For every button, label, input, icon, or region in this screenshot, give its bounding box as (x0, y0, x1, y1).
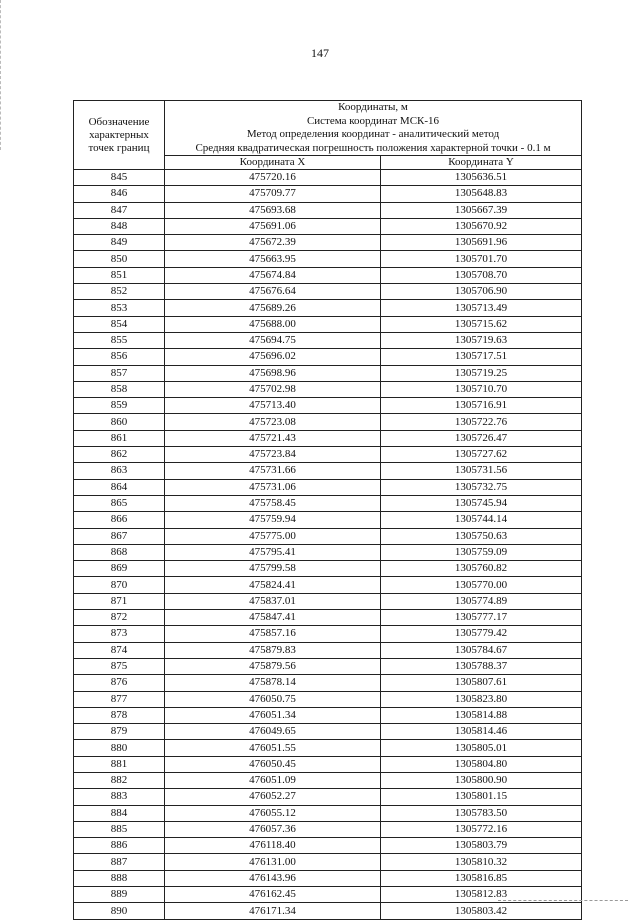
point-id-cell: 861 (74, 430, 165, 446)
point-id-cell: 876 (74, 675, 165, 691)
coordinate-x-cell: 475824.41 (165, 577, 381, 593)
coordinate-x-cell: 475672.39 (165, 235, 381, 251)
coordinate-y-cell: 1305708.70 (381, 267, 582, 283)
coordinate-y-cell: 1305667.39 (381, 202, 582, 218)
scan-edge-mark (0, 0, 3, 150)
table-row (74, 316, 582, 332)
coordinate-y-cell: 1305636.51 (381, 170, 582, 186)
coordinate-y-cell: 1305804.80 (381, 756, 582, 772)
table-row (74, 789, 582, 805)
table-row (74, 186, 582, 202)
coordinate-x-cell: 476049.65 (165, 724, 381, 740)
table-row (74, 235, 582, 251)
point-id-cell: 883 (74, 789, 165, 805)
coordinate-x-cell: 476051.09 (165, 772, 381, 788)
coordinate-x-cell: 475663.95 (165, 251, 381, 267)
coordinate-y-cell: 1305784.67 (381, 642, 582, 658)
coordinate-y-cell: 1305783.50 (381, 805, 582, 821)
point-id-cell: 868 (74, 544, 165, 560)
point-id-cell: 849 (74, 235, 165, 251)
coordinate-x-cell: 476052.27 (165, 789, 381, 805)
table-row (74, 675, 582, 691)
coordinate-x-cell: 475837.01 (165, 593, 381, 609)
point-id-cell: 872 (74, 610, 165, 626)
table-row (74, 658, 582, 674)
point-id-cell: 874 (74, 642, 165, 658)
coordinate-y-cell: 1305814.88 (381, 707, 582, 723)
coordinate-x-cell: 475758.45 (165, 495, 381, 511)
coordinate-x-cell: 475702.98 (165, 381, 381, 397)
table-row (74, 479, 582, 495)
point-id-cell: 858 (74, 381, 165, 397)
point-id-cell: 875 (74, 658, 165, 674)
coordinate-x-cell: 475709.77 (165, 186, 381, 202)
table-row (74, 593, 582, 609)
coordinate-x-cell: 475693.68 (165, 202, 381, 218)
coordinate-y-cell: 1305745.94 (381, 495, 582, 511)
table-row (74, 821, 582, 837)
coordinate-system: Система координат МСК-16 (306, 114, 440, 127)
table-row (74, 447, 582, 463)
coordinate-x-cell: 475795.41 (165, 544, 381, 560)
table-row (74, 724, 582, 740)
table-row (74, 495, 582, 511)
coordinate-x-cell: 475696.02 (165, 349, 381, 365)
table-row (74, 740, 582, 756)
point-id-cell: 852 (74, 284, 165, 300)
point-id-cell: 879 (74, 724, 165, 740)
coordinate-x-cell: 475847.41 (165, 610, 381, 626)
coordinate-y-cell: 1305717.51 (381, 349, 582, 365)
coordinates-header (165, 101, 582, 156)
point-id-cell: 855 (74, 332, 165, 348)
point-id-cell: 856 (74, 349, 165, 365)
coordinate-y-cell: 1305715.62 (381, 316, 582, 332)
coordinate-y-cell: 1305774.89 (381, 593, 582, 609)
coordinate-x-cell: 475857.16 (165, 626, 381, 642)
point-id-cell: 885 (74, 821, 165, 837)
coordinate-y-cell: 1305716.91 (381, 398, 582, 414)
table-body (74, 170, 582, 920)
coordinate-y-cell: 1305805.01 (381, 740, 582, 756)
point-id-cell: 854 (74, 316, 165, 332)
point-id-cell: 889 (74, 887, 165, 903)
coordinate-y-cell: 1305803.42 (381, 903, 582, 919)
coordinates-table (73, 100, 582, 920)
point-id-cell: 880 (74, 740, 165, 756)
coordinate-x-cell: 476143.96 (165, 870, 381, 886)
coordinate-y-cell: 1305701.70 (381, 251, 582, 267)
point-id-cell: 845 (74, 170, 165, 186)
table-row (74, 202, 582, 218)
coordinate-y-cell: 1305713.49 (381, 300, 582, 316)
coordinates-header-title: Координаты, м (338, 101, 408, 113)
point-id-cell: 884 (74, 805, 165, 821)
coordinate-x-cell: 475694.75 (165, 332, 381, 348)
coordinate-y-cell: 1305816.85 (381, 870, 582, 886)
coordinate-x-cell: 475721.43 (165, 430, 381, 446)
point-id-cell: 869 (74, 561, 165, 577)
point-label-line: Обозначение (88, 115, 150, 128)
point-id-cell: 866 (74, 512, 165, 528)
point-id-cell: 882 (74, 772, 165, 788)
coordinate-x-cell: 475691.06 (165, 218, 381, 234)
table-row (74, 903, 582, 919)
coordinate-x-cell: 475879.83 (165, 642, 381, 658)
coordinate-y-cell: 1305777.17 (381, 610, 582, 626)
coordinate-y-cell: 1305732.75 (381, 479, 582, 495)
point-id-cell: 847 (74, 202, 165, 218)
point-id-cell: 860 (74, 414, 165, 430)
point-id-cell: 851 (74, 267, 165, 283)
coordinate-error: Средняя квадратическая погрешность положения характерной точки - 0.1 м (195, 141, 551, 154)
coordinate-y-cell: 1305807.61 (381, 675, 582, 691)
coordinate-y-cell: 1305759.09 (381, 544, 582, 560)
coordinate-y-cell: 1305772.16 (381, 821, 582, 837)
coordinate-x-cell: 476050.75 (165, 691, 381, 707)
coordinate-y-cell: 1305648.83 (381, 186, 582, 202)
table-row (74, 838, 582, 854)
coordinate-y-cell: 1305812.83 (381, 887, 582, 903)
coordinate-x-cell: 475688.00 (165, 316, 381, 332)
coordinate-y-cell: 1305727.62 (381, 447, 582, 463)
table-row (74, 365, 582, 381)
point-label-line: точек границ (88, 141, 150, 154)
column-header-x: Координата X (165, 156, 381, 170)
point-id-cell: 864 (74, 479, 165, 495)
table-row (74, 691, 582, 707)
point-id-cell: 886 (74, 838, 165, 854)
coordinate-y-cell: 1305722.76 (381, 414, 582, 430)
table-row (74, 430, 582, 446)
table-row (74, 251, 582, 267)
point-id-cell: 873 (74, 626, 165, 642)
coordinate-y-cell: 1305706.90 (381, 284, 582, 300)
point-id-cell: 853 (74, 300, 165, 316)
coordinate-y-cell: 1305760.82 (381, 561, 582, 577)
coordinate-x-cell: 475698.96 (165, 365, 381, 381)
point-id-cell: 871 (74, 593, 165, 609)
point-id-cell: 877 (74, 691, 165, 707)
table-row (74, 642, 582, 658)
coordinate-x-cell: 476057.36 (165, 821, 381, 837)
table-row (74, 854, 582, 870)
coordinate-x-cell: 475878.14 (165, 675, 381, 691)
point-label-line: характерных (89, 128, 149, 141)
point-id-cell: 890 (74, 903, 165, 919)
coordinate-y-cell: 1305814.46 (381, 724, 582, 740)
table-row (74, 398, 582, 414)
coordinate-x-cell: 475723.08 (165, 414, 381, 430)
point-id-cell: 865 (74, 495, 165, 511)
coordinate-x-cell: 476050.45 (165, 756, 381, 772)
table-row (74, 463, 582, 479)
coordinate-y-cell: 1305788.37 (381, 658, 582, 674)
point-id-cell: 878 (74, 707, 165, 723)
coordinate-y-cell: 1305719.63 (381, 332, 582, 348)
coordinate-x-cell: 475689.26 (165, 300, 381, 316)
coordinate-x-cell: 476055.12 (165, 805, 381, 821)
coordinate-y-cell: 1305710.70 (381, 381, 582, 397)
coordinate-x-cell: 475731.66 (165, 463, 381, 479)
table-row (74, 267, 582, 283)
table-row (74, 610, 582, 626)
coordinate-x-cell: 475713.40 (165, 398, 381, 414)
table-header-row (74, 101, 582, 156)
coordinate-x-cell: 475676.64 (165, 284, 381, 300)
point-id-cell: 862 (74, 447, 165, 463)
table-row (74, 544, 582, 560)
point-id-cell: 863 (74, 463, 165, 479)
table-row (74, 561, 582, 577)
coordinate-y-cell: 1305691.96 (381, 235, 582, 251)
table-row (74, 870, 582, 886)
table-row (74, 349, 582, 365)
table-row (74, 332, 582, 348)
coordinate-x-cell: 475799.58 (165, 561, 381, 577)
scan-bottom-mark (498, 900, 628, 901)
coordinate-x-cell: 475759.94 (165, 512, 381, 528)
coordinate-y-cell: 1305803.79 (381, 838, 582, 854)
table-row (74, 528, 582, 544)
coordinate-y-cell: 1305750.63 (381, 528, 582, 544)
point-id-cell: 857 (74, 365, 165, 381)
table-row (74, 772, 582, 788)
coordinate-x-cell: 475674.84 (165, 267, 381, 283)
table-row (74, 300, 582, 316)
table-row (74, 414, 582, 430)
point-id-cell: 859 (74, 398, 165, 414)
point-id-cell: 881 (74, 756, 165, 772)
page-number: 147 (311, 46, 329, 60)
coordinate-y-cell: 1305770.00 (381, 577, 582, 593)
table-row (74, 218, 582, 234)
coordinate-x-cell: 476118.40 (165, 838, 381, 854)
point-id-cell: 850 (74, 251, 165, 267)
coordinate-method: Метод определения координат - аналитический метод (246, 128, 500, 140)
table-row (74, 512, 582, 528)
point-id-cell: 870 (74, 577, 165, 593)
coordinate-x-cell: 476051.34 (165, 707, 381, 723)
coordinate-x-cell: 476131.00 (165, 854, 381, 870)
column-header-y: Координата Y (381, 156, 582, 170)
table-row (74, 170, 582, 186)
table-row (74, 284, 582, 300)
table-row (74, 805, 582, 821)
coordinate-y-cell: 1305726.47 (381, 430, 582, 446)
coordinate-x-cell: 475731.06 (165, 479, 381, 495)
table-row (74, 756, 582, 772)
coordinate-x-cell: 475720.16 (165, 170, 381, 186)
coordinate-y-cell: 1305670.92 (381, 218, 582, 234)
point-id-cell: 867 (74, 528, 165, 544)
coordinate-x-cell: 475775.00 (165, 528, 381, 544)
coordinate-y-cell: 1305779.42 (381, 626, 582, 642)
point-id-cell: 848 (74, 218, 165, 234)
point-id-cell: 887 (74, 854, 165, 870)
table-row (74, 577, 582, 593)
coordinate-y-cell: 1305801.15 (381, 789, 582, 805)
coordinate-x-cell: 475723.84 (165, 447, 381, 463)
coordinate-y-cell: 1305810.32 (381, 854, 582, 870)
table-row (74, 707, 582, 723)
coordinate-x-cell: 476051.55 (165, 740, 381, 756)
table-row (74, 381, 582, 397)
coordinate-y-cell: 1305719.25 (381, 365, 582, 381)
coordinate-y-cell: 1305731.56 (381, 463, 582, 479)
coordinate-x-cell: 476162.45 (165, 887, 381, 903)
coordinate-y-cell: 1305823.80 (381, 691, 582, 707)
table-row (74, 626, 582, 642)
point-label-header (74, 101, 165, 170)
coordinate-x-cell: 476171.34 (165, 903, 381, 919)
point-id-cell: 888 (74, 870, 165, 886)
coordinate-y-cell: 1305800.90 (381, 772, 582, 788)
coordinate-x-cell: 475879.56 (165, 658, 381, 674)
point-id-cell: 846 (74, 186, 165, 202)
coordinate-y-cell: 1305744.14 (381, 512, 582, 528)
